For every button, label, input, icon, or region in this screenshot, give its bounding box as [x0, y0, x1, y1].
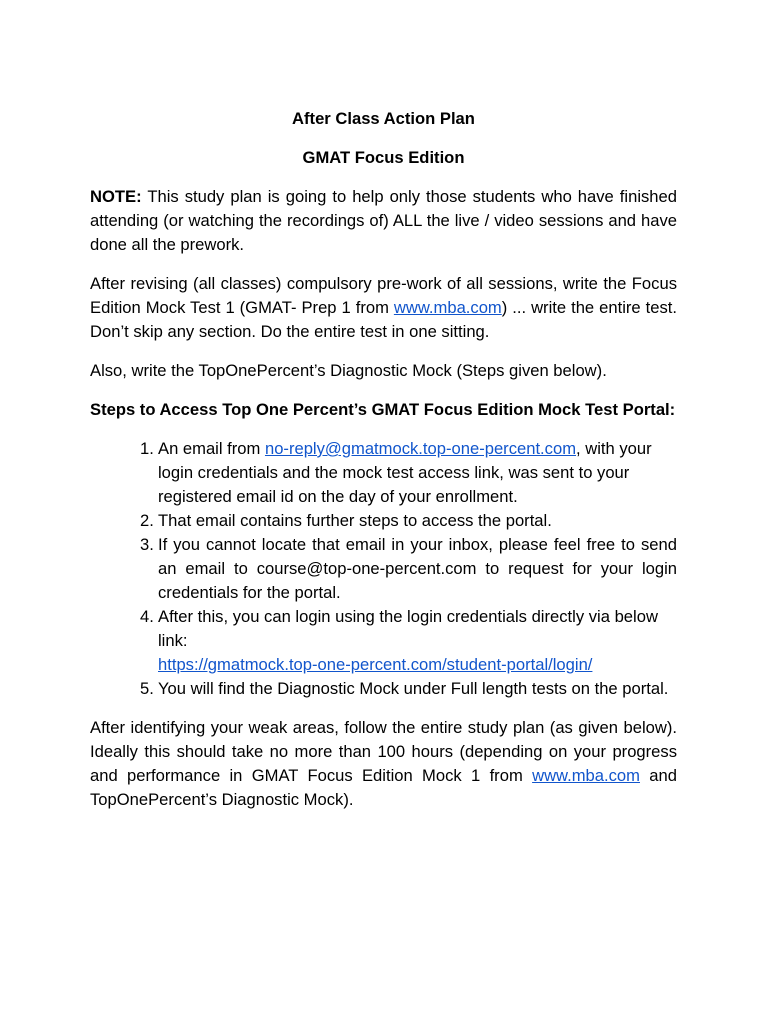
note-paragraph	[90, 185, 677, 257]
document-title: After Class Action Plan	[292, 109, 475, 128]
step-item-4	[90, 605, 677, 677]
step-item-2	[90, 509, 677, 533]
step-text: An email from	[158, 439, 265, 458]
step-number: 5.	[140, 679, 154, 698]
step-text: You will find the Diagnostic Mock under Full length tests on the portal.	[158, 679, 669, 698]
study-plan-paragraph	[90, 716, 677, 812]
steps-list	[90, 437, 677, 701]
document-page	[90, 107, 677, 827]
note-text: This study plan is going to help only those students who have finished attending (or watching the recordings of) ALL the live / video sessions and have done all the prework.	[90, 187, 677, 254]
mba-link-2[interactable]: www.mba.com	[532, 766, 640, 785]
note-label: NOTE:	[90, 187, 142, 206]
step-item-1	[90, 437, 677, 509]
step-number: 3.	[140, 535, 154, 554]
step-text: , with your login credentials and the mock test access link, was sent to your registered email id on the day of your enrollment.	[158, 439, 652, 506]
step-text: After this, you can login using the login credentials directly via below link:	[158, 607, 658, 650]
study-plan-text-after: and TopOnePercent’s Diagnostic Mock).	[90, 766, 677, 809]
portal-login-link[interactable]: https://gmatmock.top-one-percent.com/student-portal/login/	[158, 655, 593, 674]
step-number: 4.	[140, 607, 154, 626]
diagnostic-paragraph: Also, write the TopOnePercent’s Diagnostic Mock (Steps given below).	[90, 361, 607, 380]
mba-link[interactable]: www.mba.com	[393, 298, 502, 317]
step-number: 1.	[140, 439, 154, 458]
mock-test-text-before: After revising (all classes) compulsory pre-work of all sessions, write the Focus Edition Mock Test 1 (GMAT- Prep 1 from	[90, 274, 677, 317]
step-number: 2.	[140, 511, 154, 530]
document-subtitle: GMAT Focus Edition	[302, 148, 465, 167]
mock-test-paragraph	[90, 272, 677, 344]
steps-heading: Steps to Access Top One Percent’s GMAT Focus Edition Mock Test Portal:	[90, 400, 676, 419]
mock-test-text-after: ) ... write the entire test. Don’t skip any section. Do the entire test in one sitting.	[90, 298, 677, 341]
step-text: That email contains further steps to access the portal.	[158, 511, 552, 530]
no-reply-email-link[interactable]: no-reply@gmatmock.top-one-percent.com	[264, 439, 577, 458]
step-text: If you cannot locate that email in your inbox, please feel free to send an email to course@top-one-percent.com to request for your login credentials for the portal.	[158, 535, 677, 602]
step-item-5	[90, 677, 677, 701]
study-plan-text-before: After identifying your weak areas, follow the entire study plan (as given below). Ideally this should take no more than 100 hours (depending on your progress and performance in GMAT Focus Edition Mock 1 from	[90, 718, 677, 785]
step-item-3	[90, 533, 677, 605]
